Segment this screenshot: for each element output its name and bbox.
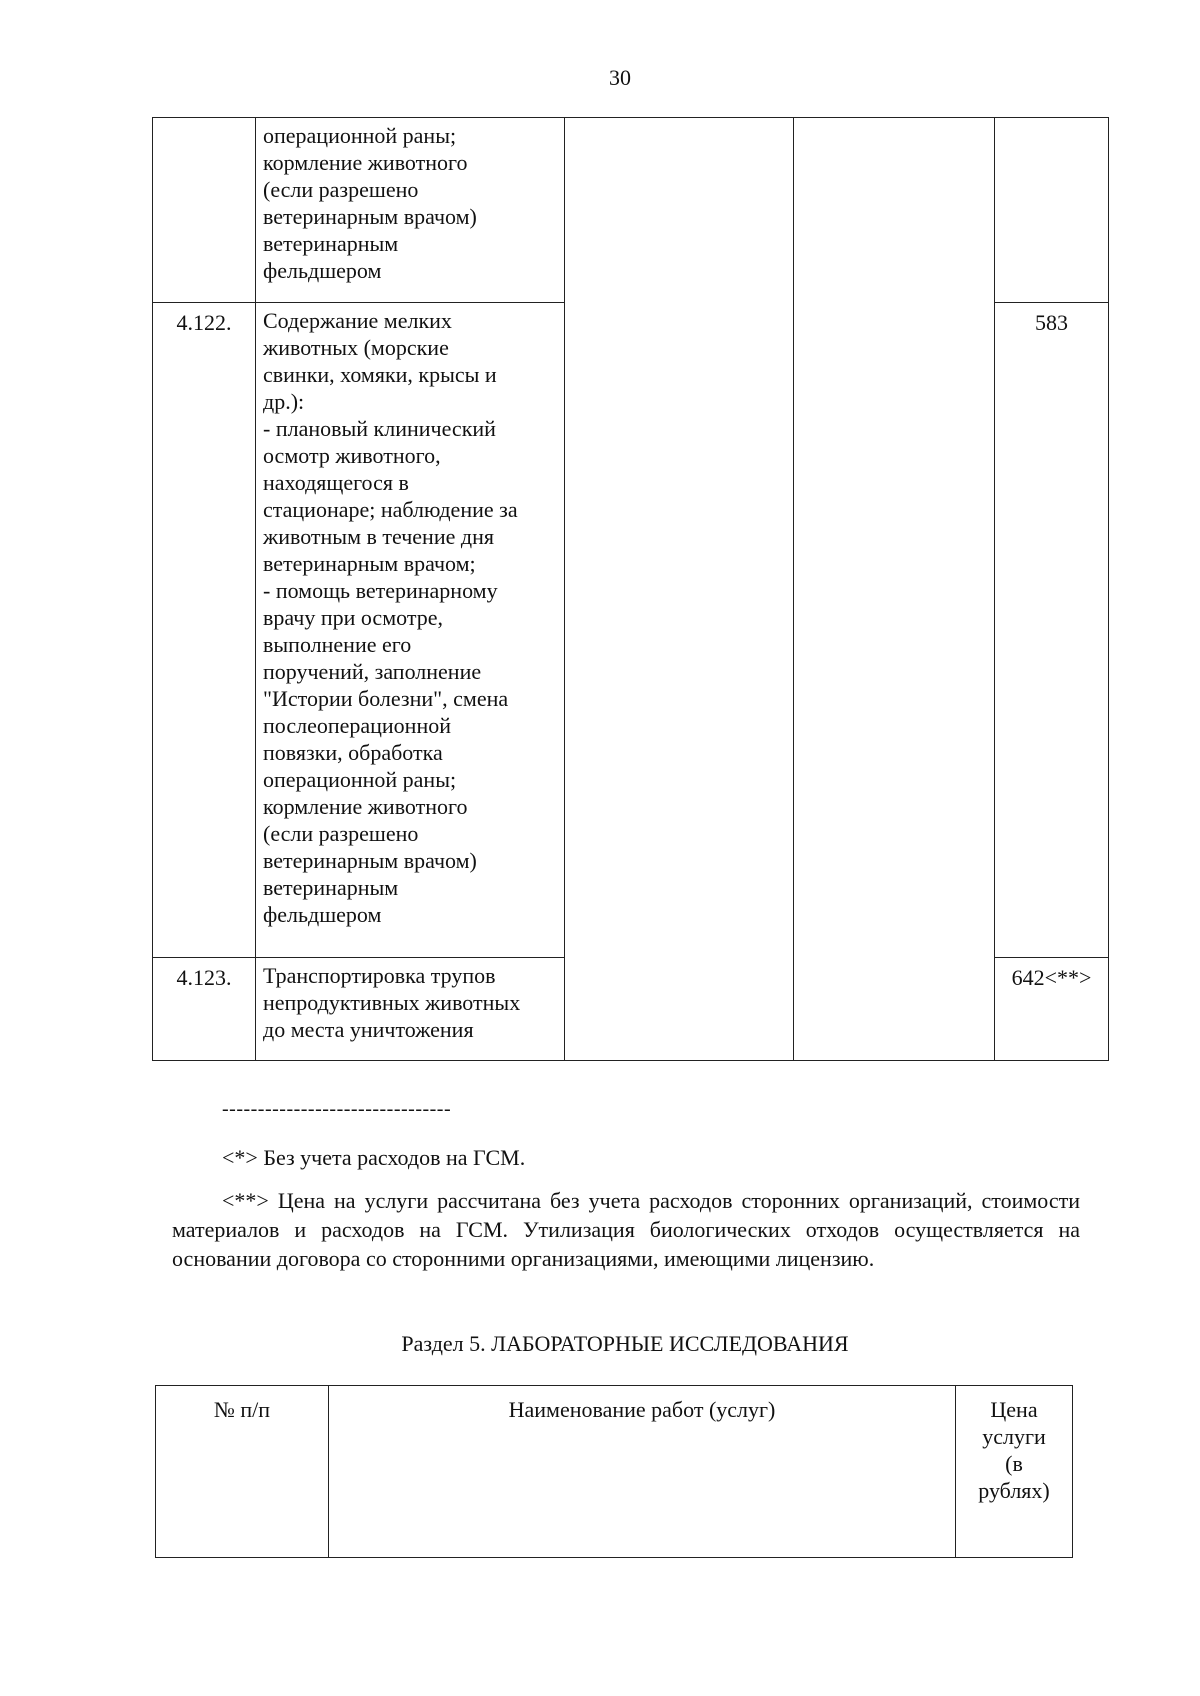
footnote-1: <*> Без учета расходов на ГСМ. xyxy=(222,1145,526,1170)
row-number: 4.122. xyxy=(153,303,256,958)
service-price xyxy=(995,118,1109,303)
row-number xyxy=(153,118,256,303)
page-number: 30 xyxy=(609,65,631,90)
row-number: 4.123. xyxy=(153,958,256,1061)
section-title: Раздел 5. ЛАБОРАТОРНЫЕ ИССЛЕДОВАНИЯ xyxy=(401,1331,849,1356)
table-header-row xyxy=(156,1386,1073,1558)
empty-cell xyxy=(794,118,995,1061)
empty-cell xyxy=(565,118,794,1061)
service-description: Содержание мелких животных (морские свинки, хомяки, крысы и др.): - плановый клинический осмотр животного, находящегося в стационаре; наблюдение за животным в течение дня ветеринарным врачом; - помощь ветеринарному врачу при осмотре, выполнение его поручений, заполнение "Истории болезни", смена послеоперационной повязки, обработка операционной раны; кормление животного (если разрешено ветеринарным врачом) ветеринарным фельдшером xyxy=(256,303,565,958)
header-price: Цена услуги (в рублях) xyxy=(956,1386,1073,1558)
service-description: Транспортировка трупов непродуктивных животных до места уничтожения xyxy=(256,958,565,1061)
service-description: операционной раны; кормление животного (если разрешено ветеринарным врачом) ветеринарным фельдшером xyxy=(256,118,565,303)
service-price: 583 xyxy=(995,303,1109,958)
header-name: Наименование работ (услуг) xyxy=(329,1386,956,1558)
lab-table-header xyxy=(155,1385,1073,1558)
header-number: № п/п xyxy=(156,1386,329,1558)
footnote-separator: -------------------------------- xyxy=(222,1098,452,1120)
service-price: 642<**> xyxy=(995,958,1109,1061)
footnote-2-text: <**> Цена на услуги рассчитана без учета расходов сторонних организаций, стоимости материалов и расходов на ГСМ. Утилизация биологических отходов осуществляется на основании договора со сторонними организациями, имеющими лицензию. xyxy=(172,1188,1080,1271)
footnote-2 xyxy=(172,1186,1080,1273)
table-row xyxy=(153,118,1109,303)
services-table xyxy=(152,117,1109,1061)
